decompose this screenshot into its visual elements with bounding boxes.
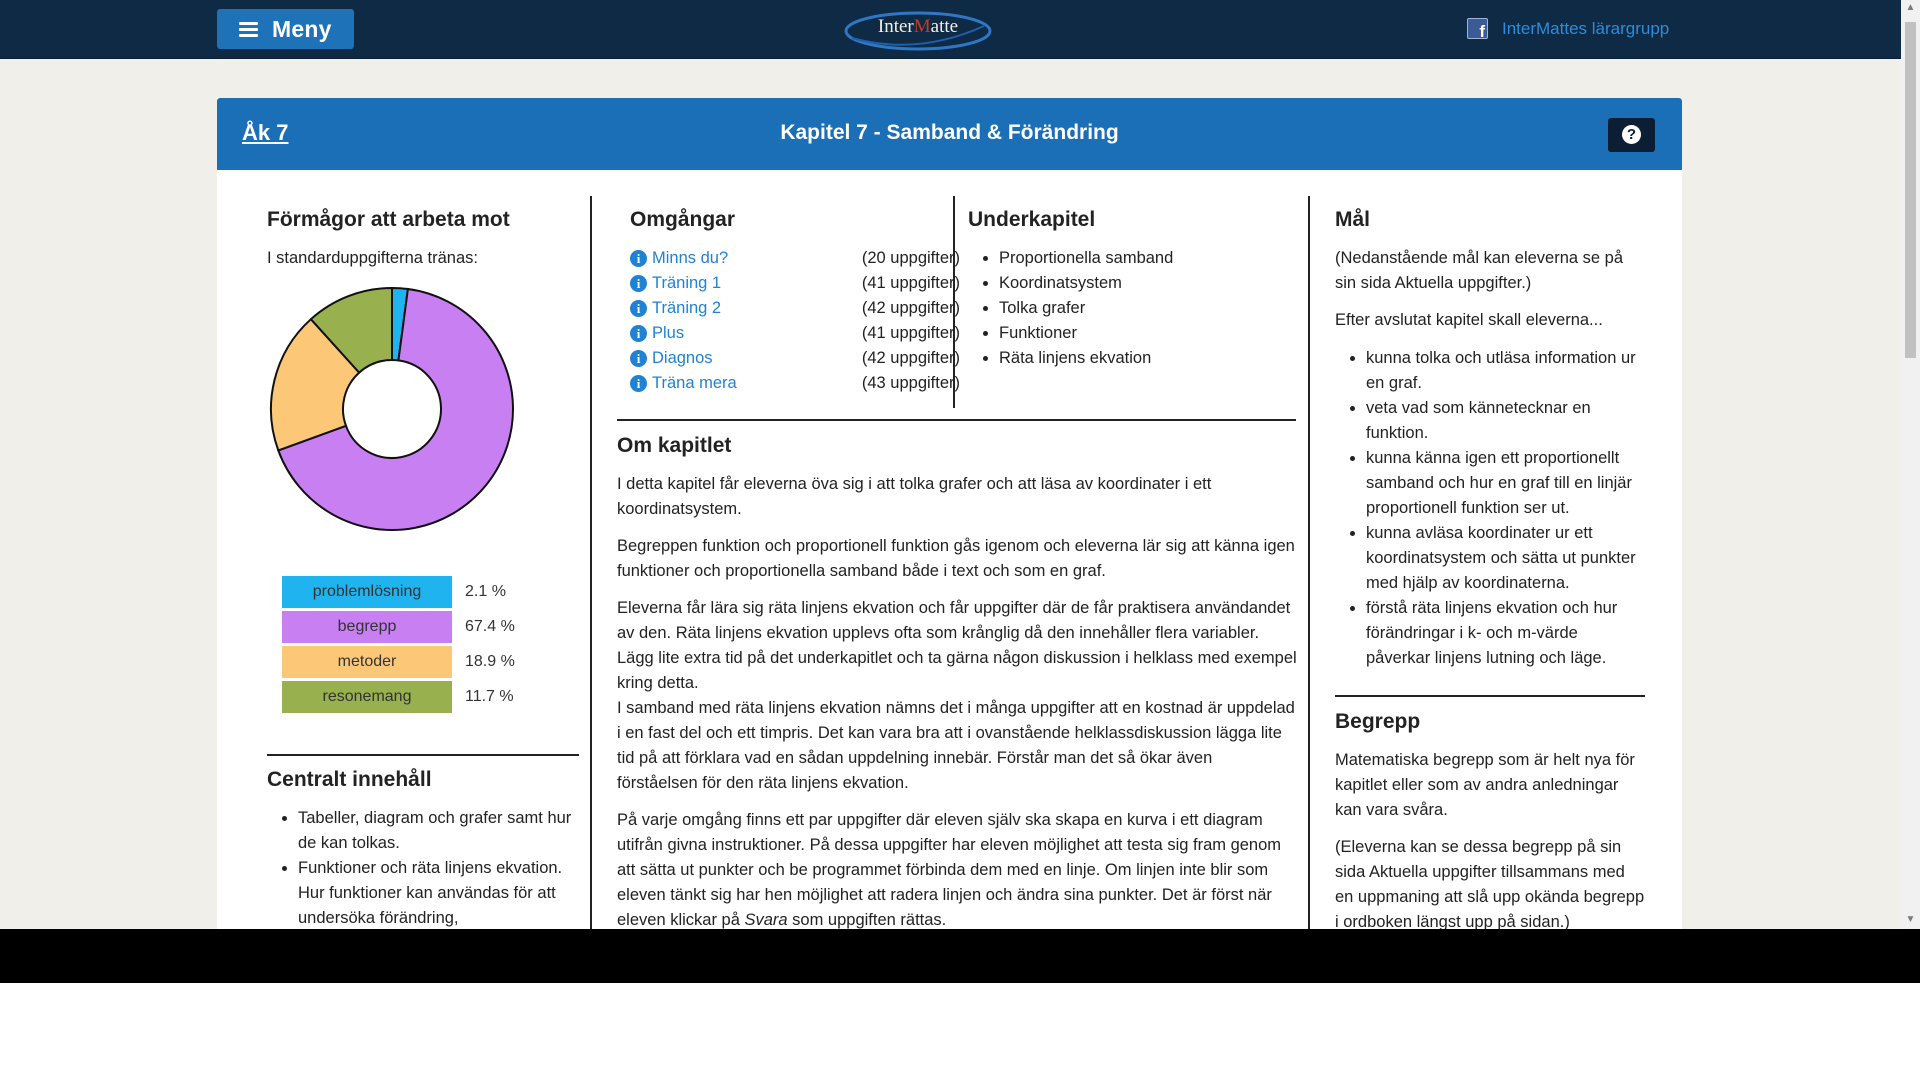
left-divider — [267, 754, 579, 756]
chapter-card — [217, 98, 1682, 929]
legend-label: metoder — [282, 646, 452, 678]
help-button[interactable] — [1608, 118, 1655, 152]
right-divider — [1335, 695, 1645, 697]
centralt-item: • Funktioner och räta linjens ekvation. Hur funktioner kan användas för att undersöka förändring, — [298, 856, 578, 929]
omgang-count: (42 uppgifter) — [861, 299, 960, 317]
legend-row — [282, 681, 514, 713]
omgang-link[interactable] — [630, 371, 737, 396]
legend-row — [282, 576, 506, 608]
begrepp-paragraph-1: Matematiska begrepp som är helt nya för kapitlet eller som av andra anledningar kan vara svåra. — [1335, 751, 1635, 819]
omgang-name[interactable]: Diagnos — [652, 349, 713, 367]
om-paragraph-3: Eleverna får lära sig räta linjens ekvation och får uppgifter där de får praktisera användandet av den. Räta linjens ekvation upplevs ofta som krånglig då den innehåller flera variabler. Lägg lite extra tid på det underkapitlet och ta gärna någon diskussion i helklass med exempel kring detta. — [617, 599, 1297, 692]
underkapitel-item: • Funktioner — [999, 321, 1319, 346]
omgang-count: (43 uppgifter) — [861, 374, 960, 392]
centralt-item: • Tabeller, diagram och grafer samt hur de kan tolkas. — [298, 806, 578, 856]
legend-value: 18.9 % — [465, 653, 515, 670]
grade-link[interactable]: Åk 7 — [242, 120, 289, 145]
mal-item: • kunna tolka och utläsa information ur en graf. — [1366, 346, 1646, 396]
omgang-count: (41 uppgifter) — [861, 274, 960, 292]
facebook-icon: f — [1467, 18, 1488, 39]
begrepp-paragraph-2: (Eleverna kan se dessa begrepp på sin sida Aktuella uppgifter tillsammans med en uppmaning att slå upp okända begrepp i ordboken längst upp på sidan.) — [1335, 838, 1645, 929]
menu-label: Meny — [272, 15, 332, 42]
info-icon[interactable]: i — [630, 375, 647, 392]
centralt-heading: Centralt innehåll — [267, 768, 432, 791]
formagor-donut-chart — [269, 286, 515, 532]
underkapitel-item: • Tolka grafer — [999, 296, 1319, 321]
column-divider-1 — [590, 196, 592, 929]
question-icon: ? — [1622, 125, 1641, 144]
mal-list — [1335, 346, 1646, 671]
omgangar-heading: Omgångar — [630, 208, 736, 231]
om-paragraph-1: I detta kapitel får eleverna öva sig i att tolka grafer och att läsa av koordinater i ett koordinatsystem. — [617, 475, 1212, 518]
omgang-link[interactable] — [630, 346, 713, 371]
omgang-row — [630, 271, 960, 296]
legend-value: 11.7 % — [465, 688, 514, 705]
mal-heading: Mål — [1335, 208, 1371, 231]
scroll-up-icon[interactable]: ▲ — [1905, 2, 1916, 13]
mal-item: • kunna avläsa koordinater ur ett koordinatsystem och sätta ut punkter med hjälp av koordinaterna. — [1366, 521, 1646, 596]
omgang-link[interactable] — [630, 246, 728, 271]
middle-divider — [617, 419, 1296, 421]
omgang-count: (42 uppgifter) — [861, 349, 960, 367]
facebook-group-link[interactable] — [1467, 18, 1669, 39]
vertical-scrollbar[interactable] — [1901, 0, 1920, 929]
begrepp-heading: Begrepp — [1335, 710, 1421, 733]
omgang-count: (41 uppgifter) — [861, 324, 960, 342]
bottom-black-bar — [0, 929, 1920, 983]
underkapitel-item: • Räta linjens ekvation — [999, 346, 1319, 371]
scroll-down-icon[interactable]: ▼ — [1905, 914, 1916, 925]
omgang-name[interactable]: Träning 2 — [652, 299, 722, 317]
legend-label: resonemang — [282, 681, 452, 713]
legend-label: problemlösning — [282, 576, 452, 608]
chapter-header — [217, 98, 1682, 170]
omgang-link[interactable] — [630, 296, 721, 321]
underkapitel-list — [968, 246, 1319, 371]
underkapitel-item: • Proportionella samband — [999, 246, 1319, 271]
facebook-group-label: InterMattes lärargrupp — [1502, 18, 1670, 38]
mal-intro: Efter avslutat kapitel skall eleverna... — [1335, 311, 1603, 329]
chapter-title: Kapitel 7 - Samband & Förändring — [780, 121, 1119, 144]
underkapitel-item: • Koordinatsystem — [999, 271, 1319, 296]
formagor-intro: I standarduppgifterna tränas: — [267, 249, 478, 267]
omgang-row — [630, 296, 960, 321]
mal-item: • kunna känna igen ett proportionellt samband och hur en graf till en linjär proportionell funktion ser ut. — [1366, 446, 1646, 521]
omgang-link[interactable] — [630, 321, 684, 346]
om-paragraph-5: På varje omgång finns ett par uppgifter där eleven själv ska skapa en kurva i ett diagram utifrån givna instruktioner. På dessa uppgifter har eleven möjlighet att testa sig fram genom att sätta ut punkter och be programmet förbinda dem med en linje. Om linjen inte blir som eleven tänkt sig har hen möjlighet att radera linjen och ändra sina punkter. Det är först när eleven klickar på Svara som uppgiften rättas. — [617, 811, 1282, 929]
legend-value: 2.1 % — [465, 583, 506, 600]
centralt-list — [267, 806, 578, 929]
info-icon[interactable]: i — [630, 275, 647, 292]
omgang-name[interactable]: Plus — [652, 324, 685, 342]
omgang-name[interactable]: Träning 1 — [652, 274, 722, 292]
omgang-count: (20 uppgifter) — [861, 249, 960, 267]
legend-value: 67.4 % — [465, 618, 515, 635]
legend-row — [282, 646, 515, 678]
mal-item: • veta vad som kännetecknar en funktion. — [1366, 396, 1646, 446]
info-icon[interactable]: i — [630, 350, 647, 367]
logo-text: InterMatte — [877, 16, 959, 37]
info-icon[interactable]: i — [630, 300, 647, 317]
info-icon[interactable]: i — [630, 325, 647, 342]
omgang-row — [630, 246, 960, 271]
formagor-heading: Förmågor att arbeta mot — [267, 208, 510, 231]
menu-button[interactable] — [217, 9, 354, 49]
om-paragraph-4: I samband med räta linjens ekvation nämns det i många uppgifter att en kostnad är uppdelad i en fast del och ett timpris. Det kan vara bra att i ovanstående helklassdiskussion lägga lite tid på att förklara vad en sådan uppdelning innebär. Förstår man det så ökar även förståelsen för den räta linjens ekvation. — [617, 699, 1295, 792]
intermatte-logo[interactable] — [842, 4, 994, 54]
om-paragraph-2: Begreppen funktion och proportionell funktion gås igenom och eleverna lär sig att känna igen funktioner och proportionella samband både i text och som en graf. — [617, 537, 1295, 580]
om-kapitlet-heading: Om kapitlet — [617, 434, 732, 457]
omgang-row — [630, 371, 960, 396]
top-navbar — [0, 0, 1901, 59]
omgang-name[interactable]: Träna mera — [652, 374, 737, 392]
omgang-link[interactable] — [630, 271, 721, 296]
underkapitel-heading: Underkapitel — [968, 208, 1096, 231]
scrollbar-thumb[interactable] — [1905, 22, 1916, 358]
legend-row — [282, 611, 515, 643]
mal-item: • förstå räta linjens ekvation och hur förändringar i k- och m-värde påverkar linjens lutning och läge. — [1366, 596, 1646, 671]
omgang-name[interactable]: Minns du? — [652, 249, 729, 267]
omgang-row — [630, 321, 960, 346]
hamburger-icon — [239, 22, 258, 37]
info-icon[interactable]: i — [630, 250, 647, 267]
omgang-row — [630, 346, 960, 371]
mal-note: (Nedanstående mål kan eleverna se på sin sida Aktuella uppgifter.) — [1335, 249, 1624, 292]
legend-label: begrepp — [282, 611, 452, 643]
